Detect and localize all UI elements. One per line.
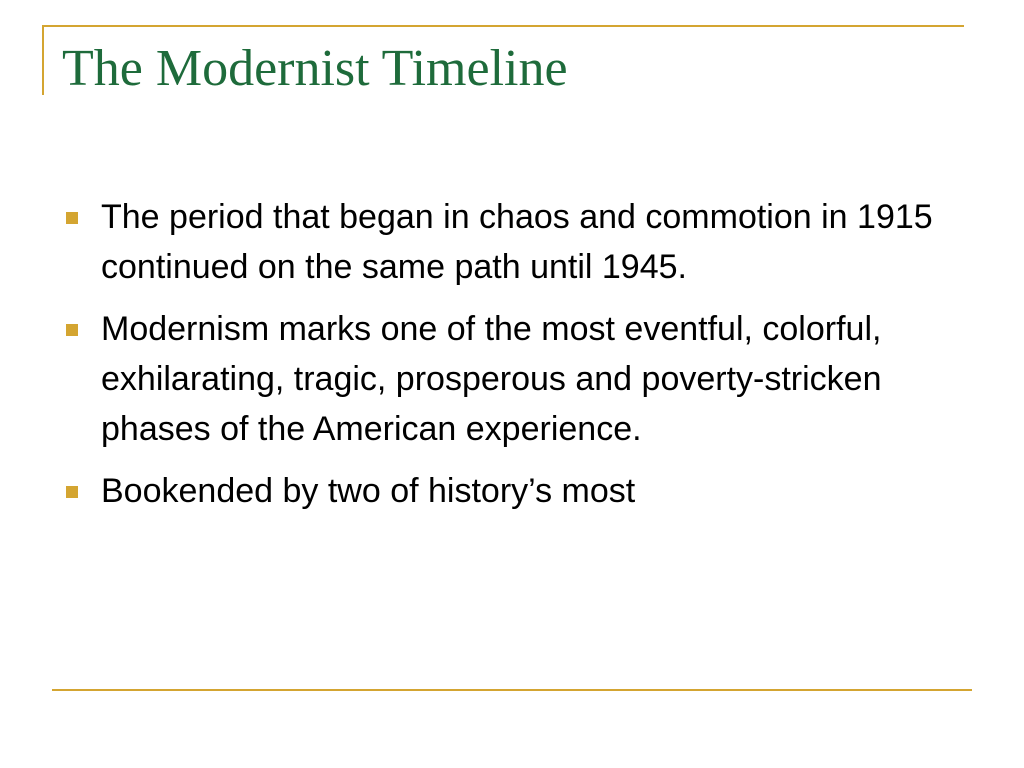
bullet-list [62,192,962,528]
bullet-item [62,304,962,454]
square-bullet-icon [66,212,78,224]
frame-bottom-rule [52,689,972,691]
bullet-text: Bookended by two of history’s most [101,472,636,510]
square-bullet-icon [66,324,78,336]
slide-title: The Modernist Timeline [62,40,568,97]
frame-left-rule [42,25,44,95]
bullet-text: The period that began in chaos and commotion in 1915 continued on the same path until 1945. [101,198,933,286]
bullet-item [62,466,962,516]
frame-top-rule [42,25,964,27]
bullet-text: Modernism marks one of the most eventful, colorful, exhilarating, tragic, prosperous and poverty-stricken phases of the American experience. [101,310,882,448]
square-bullet-icon [66,486,78,498]
bullet-item [62,192,962,292]
